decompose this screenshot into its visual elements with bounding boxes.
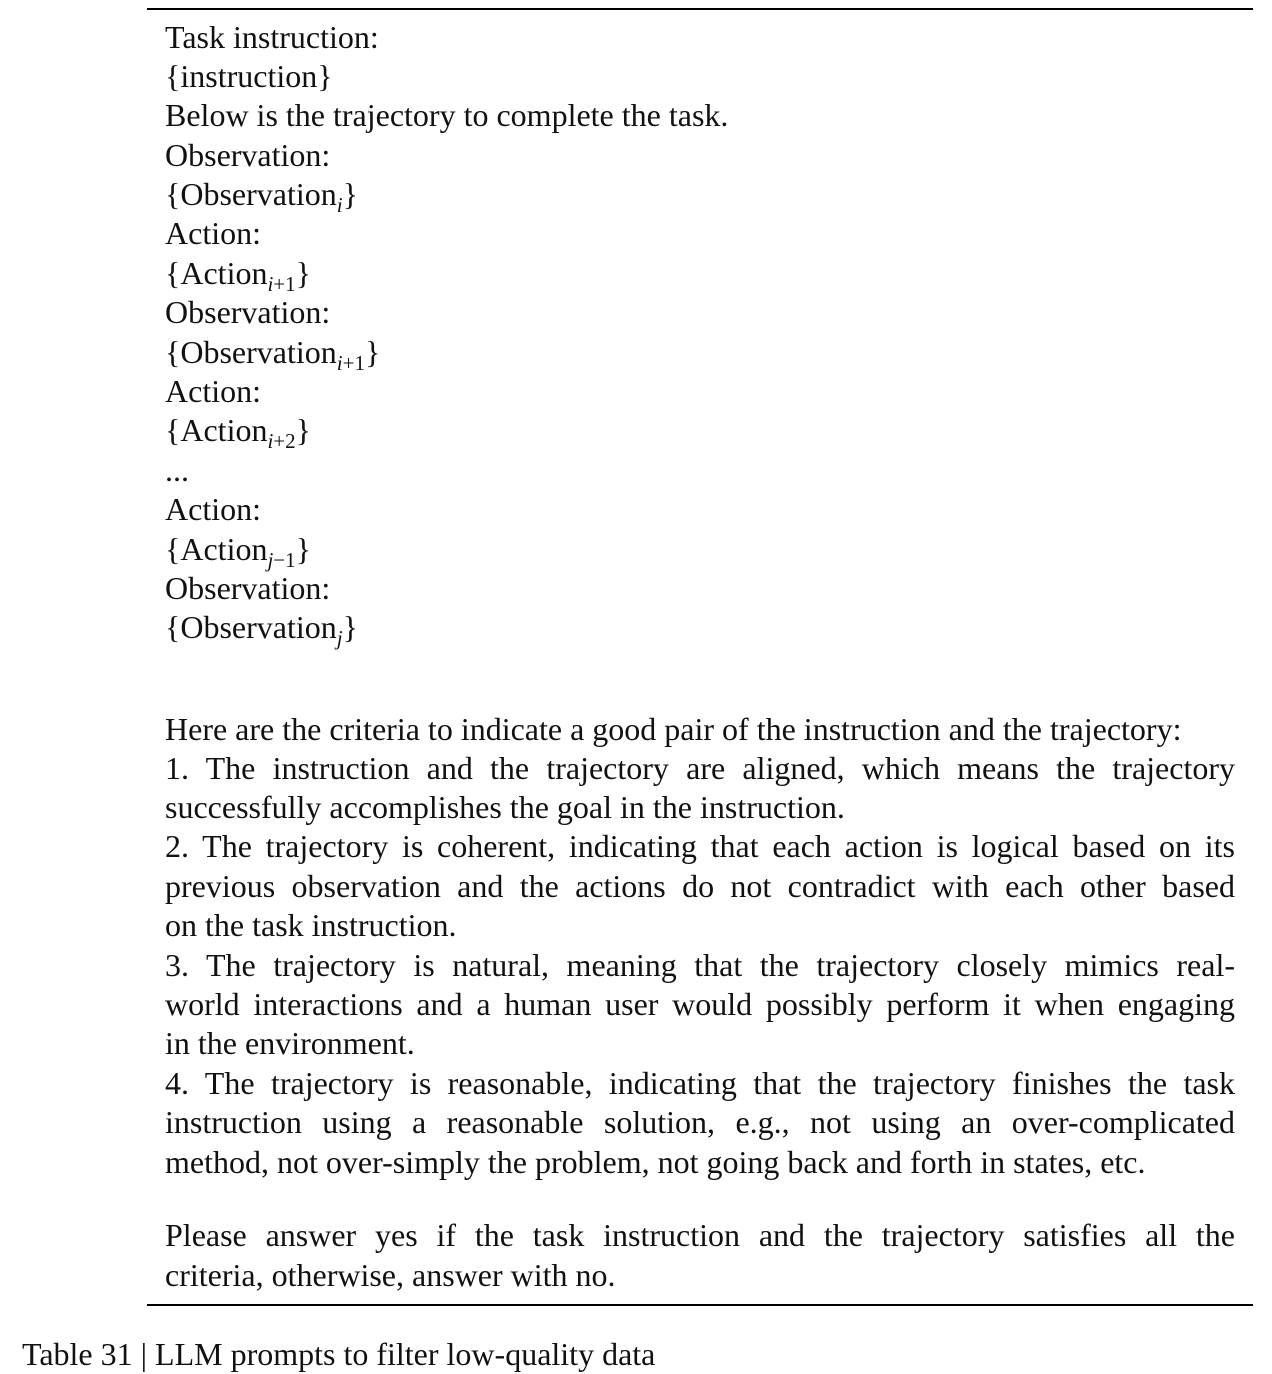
criterion-4-line-1: 4. The trajectory is reasonable, indicating that the trajectory finishes the task — [165, 1065, 1235, 1101]
criterion-1-line-1: 1. The instruction and the trajectory are aligned, which means the trajectory — [165, 750, 1235, 786]
table-top-rule — [147, 8, 1253, 10]
action-label: Action: — [165, 491, 261, 527]
final-instruction-line-1: Please answer yes if the task instruction and the trajectory satisfies all the — [165, 1217, 1235, 1253]
criterion-3-line-3: in the environment. — [165, 1025, 415, 1061]
observation-i-plus-1: {Observation$_{i+1}$} — [165, 334, 381, 375]
criterion-2-line-3: on the task instruction. — [165, 907, 457, 943]
observation-i: {Observation$_i$} — [165, 176, 358, 217]
action-label: Action: — [165, 215, 261, 251]
observation-j: {Observation$_j$} — [165, 609, 358, 650]
observation-label: Observation: — [165, 294, 331, 330]
criterion-2-line-2: previous observation and the actions do not contradict with each other based — [165, 868, 1235, 904]
final-instruction-line-2: criteria, otherwise, answer with no. — [165, 1257, 616, 1293]
criterion-2-line-1: 2. The trajectory is coherent, indicating that each action is logical based on its — [165, 828, 1235, 864]
observation-label: Observation: — [165, 570, 331, 606]
action-j-minus-1: {Action$_{j-1}$} — [165, 531, 311, 572]
trajectory-intro: Below is the trajectory to complete the task. — [165, 97, 729, 133]
criterion-3-line-2: world interactions and a human user would possibly perform it when engaging — [165, 986, 1235, 1022]
criterion-1-line-2: successfully accomplishes the goal in the instruction. — [165, 789, 845, 825]
table-caption: Table 31 | LLM prompts to filter low-quality data — [22, 1336, 656, 1372]
ellipsis: ... — [165, 452, 189, 488]
instruction-placeholder: {instruction} — [165, 58, 333, 94]
criterion-3-line-1: 3. The trajectory is natural, meaning that the trajectory closely mimics real- — [165, 947, 1235, 983]
action-i-plus-1: {Action$_{i+1}$} — [165, 255, 311, 296]
task-instruction-label: Task instruction: — [165, 19, 379, 55]
criteria-intro: Here are the criteria to indicate a good pair of the instruction and the trajectory: — [165, 711, 1182, 747]
criterion-4-line-3: method, not over-simply the problem, not going back and forth in states, etc. — [165, 1144, 1146, 1180]
table-bottom-rule — [147, 1304, 1253, 1306]
action-i-plus-2: {Action$_{i+2}$} — [165, 412, 311, 453]
action-label: Action: — [165, 373, 261, 409]
observation-label: Observation: — [165, 137, 331, 173]
criterion-4-line-2: instruction using a reasonable solution, e.g., not using an over-complicated — [165, 1104, 1235, 1140]
